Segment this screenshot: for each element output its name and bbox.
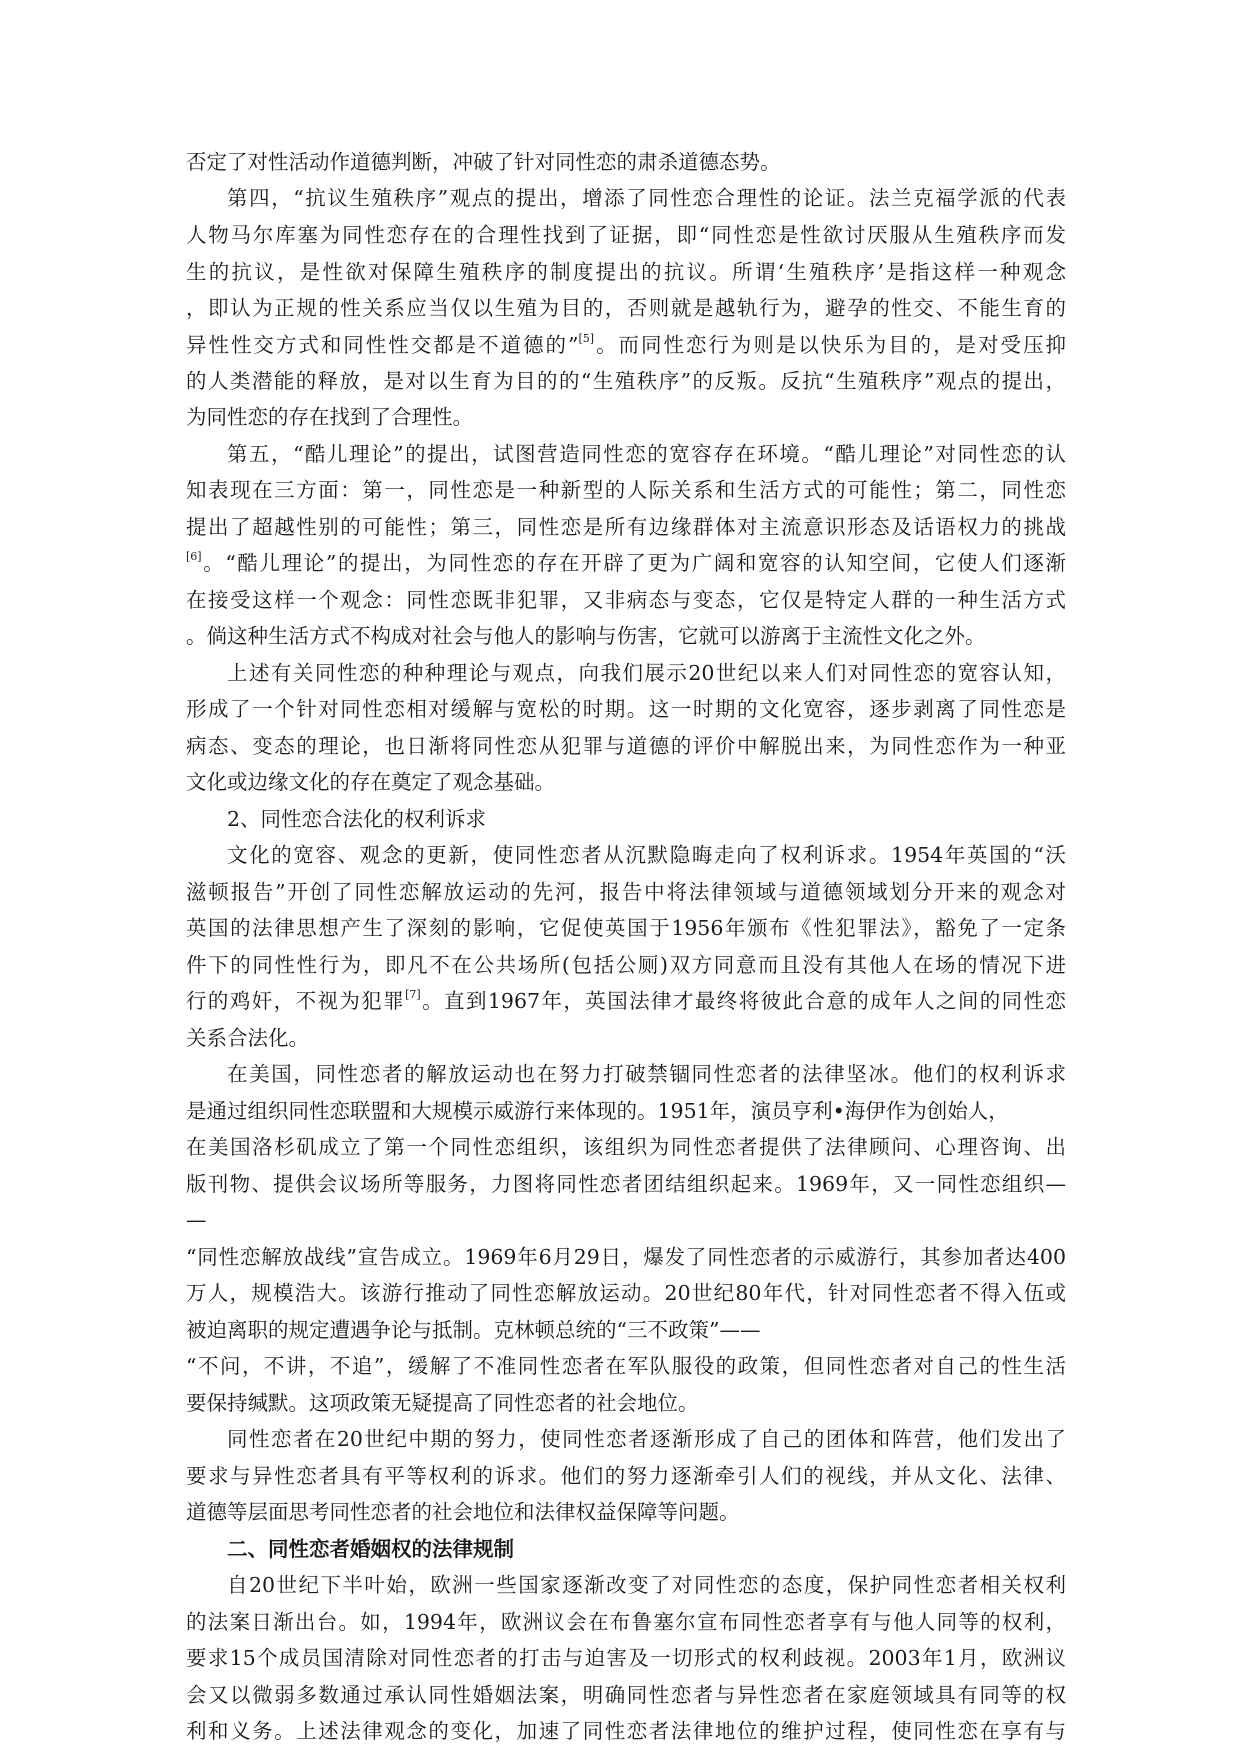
line-text: 的法案日渐出台。如，1994年，欧洲议会在布鲁塞尔宣布同性恋者享有与他人同等的权利，	[186, 1610, 1066, 1634]
text-line	[186, 770, 1066, 794]
text-line	[186, 1026, 1066, 1050]
text-line	[186, 588, 1066, 612]
text-line	[186, 296, 1066, 320]
paragraph-line	[227, 1573, 1066, 1597]
line-text: 。倘这种生活方式不构成对社会与他人的影响与伤害，它就可以游离于主流性文化之外。	[186, 624, 986, 648]
citation-ref: [5]	[578, 332, 595, 345]
text-line	[186, 1683, 1066, 1707]
line-text: 否定了对性活动作道德判断，冲破了针对同性恋的肃杀道德态势。	[186, 150, 781, 174]
line-text: 滋顿报告”开创了同性恋解放运动的先河，报告中将法律领域与道德领域划分开来的观念对	[186, 880, 1066, 904]
text-line	[186, 880, 1066, 904]
line-text: 同性恋者在20世纪中期的努力，使同性恋者逐渐形成了自己的团体和阵营，他们发出了	[227, 1427, 1066, 1451]
line-text: 。“酷儿理论”的提出，为同性恋的存在开辟了更为广阔和宽容的认知空间，它使人们逐渐	[201, 551, 1066, 575]
paragraph-line	[227, 1427, 1066, 1451]
text-line	[186, 1135, 1066, 1159]
line-text: 自20世纪下半叶始，欧洲一些国家逐渐改变了对同性恋的态度，保护同性恋者相关权利	[227, 1573, 1066, 1597]
line-text: 提出了超越性别的可能性；第三，同性恋是所有边缘群体对主流意识形态及话语权力的挑战	[186, 515, 1066, 539]
text-line	[186, 697, 1066, 721]
line-text: 人物马尔库塞为同性恋存在的合理性找到了证据，即“同性恋是性欲讨厌服从生殖秩序而发	[186, 223, 1066, 247]
text-line	[186, 624, 1066, 648]
line-text: “不问，不讲，不追”，缓解了不准同性恋者在军队服役的政策，但同性恋者对自己的性生活	[186, 1354, 1066, 1378]
paragraph-line	[227, 186, 1066, 210]
line-text: 在接受这样一个观念：同性恋既非犯罪，又非病态与变态，它仅是特定人群的一种生活方式	[186, 588, 1066, 612]
text-line	[186, 1646, 1066, 1670]
line-text: 道德等层面思考同性恋者的社会地位和法律权益保障等问题。	[186, 1500, 740, 1524]
line-text: 在美国洛杉矶成立了第一个同性恋组织，该组织为同性恋者提供了法律顾问、心理咨询、出	[186, 1135, 1066, 1159]
text-line	[186, 1610, 1066, 1634]
text-line	[186, 1464, 1066, 1488]
line-text: 病态、变态的理论，也日渐将同性恋从犯罪与道德的评价中解脱出来，为同性恋作为一种亚	[186, 734, 1066, 758]
section-heading	[227, 807, 1066, 831]
text-line	[186, 1318, 1066, 1342]
line-text: 版刊物、提供会议场所等服务，力图将同性恋者团结组织起来。1969年，又一同性恋组织—	[186, 1172, 1066, 1196]
line-text: 形成了一个针对同性恋相对缓解与宽松的时期。这一时期的文化宽容，逐步剥离了同性恋是	[186, 697, 1066, 721]
line-text: 知表现在三方面：第一，同性恋是一种新型的人际关系和生活方式的可能性；第二，同性恋	[186, 478, 1066, 502]
paragraph-line	[227, 442, 1066, 466]
text-line	[186, 150, 1066, 174]
text-line	[186, 916, 1066, 940]
text-line	[186, 1354, 1066, 1378]
citation-ref: [6]	[186, 550, 202, 563]
line-text: “同性恋解放战线”宣告成立。1969年6月29日，爆发了同性恋者的示威游行，其参加者达400	[186, 1245, 1066, 1269]
line-text: 行的鸡奸，不视为犯罪	[186, 989, 406, 1013]
line-text: 第五，“酷儿理论”的提出，试图营造同性恋的宽容存在环境。“酷儿理论”对同性恋的认	[227, 442, 1066, 466]
line-text: 被迫离职的规定遭遇争论与抵制。克林顿总统的“三不政策”——	[186, 1318, 761, 1342]
line-text: 在美国，同性恋者的解放运动也在努力打破禁锢同性恋者的法律坚冰。他们的权利诉求	[227, 1062, 1066, 1086]
text-line	[186, 1719, 1066, 1743]
text-line	[186, 1281, 1066, 1305]
line-text: 。而同性恋行为则是以快乐为目的，是对受压抑	[594, 333, 1066, 357]
line-text: 2、同性恋合法化的权利诉求	[227, 807, 487, 831]
line-text: 上述有关同性恋的种种理论与观点，向我们展示20世纪以来人们对同性恋的宽容认知，	[227, 661, 1066, 685]
section-heading	[227, 1537, 1066, 1561]
text-line	[186, 1099, 1066, 1123]
text-line	[186, 223, 1066, 247]
line-text: 的人类潜能的释放，是对以生育为目的的“生殖秩序”的反叛。反抗“生殖秩序”观点的提出，	[186, 369, 1066, 393]
text-line	[186, 1208, 1066, 1232]
text-line	[186, 260, 1066, 284]
line-text: 文化的宽容、观念的更新，使同性恋者从沉默隐晦走向了权利诉求。1954年英国的“沃	[227, 843, 1066, 867]
text-line	[186, 515, 1066, 539]
text-line	[186, 1172, 1066, 1196]
line-text: 要求15个成员国清除对同性恋者的打击与迫害及一切形式的权利歧视。2003年1月，欧洲议	[186, 1646, 1066, 1670]
line-text: 异性性交方式和同性性交都是不道德的”	[186, 333, 579, 357]
text-line	[186, 1391, 1066, 1415]
line-text: 会又以微弱多数通过承认同性婚姻法案，明确同性恋者与异性恋者在家庭领域具有同等的权	[186, 1683, 1066, 1707]
line-text: —	[186, 1208, 207, 1232]
line-text: ，即认为正规的性关系应当仅以生殖为目的，否则就是越轨行为，避孕的性交、不能生育的	[186, 296, 1066, 320]
line-text: 为同性恋的存在找到了合理性。	[186, 405, 473, 429]
line-text: 。直到1967年，英国法律才最终将彼此合意的成年人之间的同性恋	[420, 989, 1066, 1013]
line-text: 第四，“抗议生殖秩序”观点的提出，增添了同性恋合理性的论证。法兰克福学派的代表	[227, 186, 1066, 210]
text-line	[186, 1500, 1066, 1524]
line-text: 关系合法化。	[186, 1026, 309, 1050]
line-text: 要求与异性恋者具有平等权利的诉求。他们的努力逐渐牵引人们的视线，并从文化、法律、	[186, 1464, 1066, 1488]
paragraph-line	[227, 843, 1066, 867]
line-text: 万人，规模浩大。该游行推动了同性恋解放运动。20世纪80年代，针对同性恋者不得入伍或	[186, 1281, 1066, 1305]
paragraph-line	[227, 661, 1066, 685]
line-text: 是通过组织同性恋联盟和大规模示威游行来体现的。1951年，演员亨利•海伊作为创始人，	[186, 1099, 1009, 1123]
text-line	[186, 405, 1066, 429]
text-line	[186, 989, 1066, 1013]
line-text: 件下的同性性行为，即凡不在公共场所(包括公厕)双方同意而且没有其他人在场的情况下进	[186, 953, 1066, 977]
text-line	[186, 478, 1066, 502]
citation-ref: [7]	[405, 988, 421, 1001]
paragraph-line	[227, 1062, 1066, 1086]
line-text: 利和义务。上述法律观念的变化，加速了同性恋者法律地位的维护过程，使同性恋在享有与	[186, 1719, 1066, 1743]
text-line	[186, 369, 1066, 393]
line-text: 英国的法律思想产生了深刻的影响，它促使英国于1956年颁布《性犯罪法》，豁免了一定条	[186, 916, 1066, 940]
text-line	[186, 1245, 1066, 1269]
text-line	[186, 551, 1066, 575]
line-text: 要保持缄默。这项政策无疑提高了同性恋者的社会地位。	[186, 1391, 699, 1415]
line-text: 生的抗议，是性欲对保障生殖秩序的制度提出的抗议。所谓‘生殖秩序’是指这样一种观念	[186, 260, 1066, 284]
line-text: 文化或边缘文化的存在奠定了观念基础。	[186, 770, 555, 794]
line-text: 二、同性恋者婚姻权的法律规制	[227, 1537, 514, 1561]
text-line	[186, 333, 1066, 357]
text-line	[186, 734, 1066, 758]
text-line	[186, 953, 1066, 977]
